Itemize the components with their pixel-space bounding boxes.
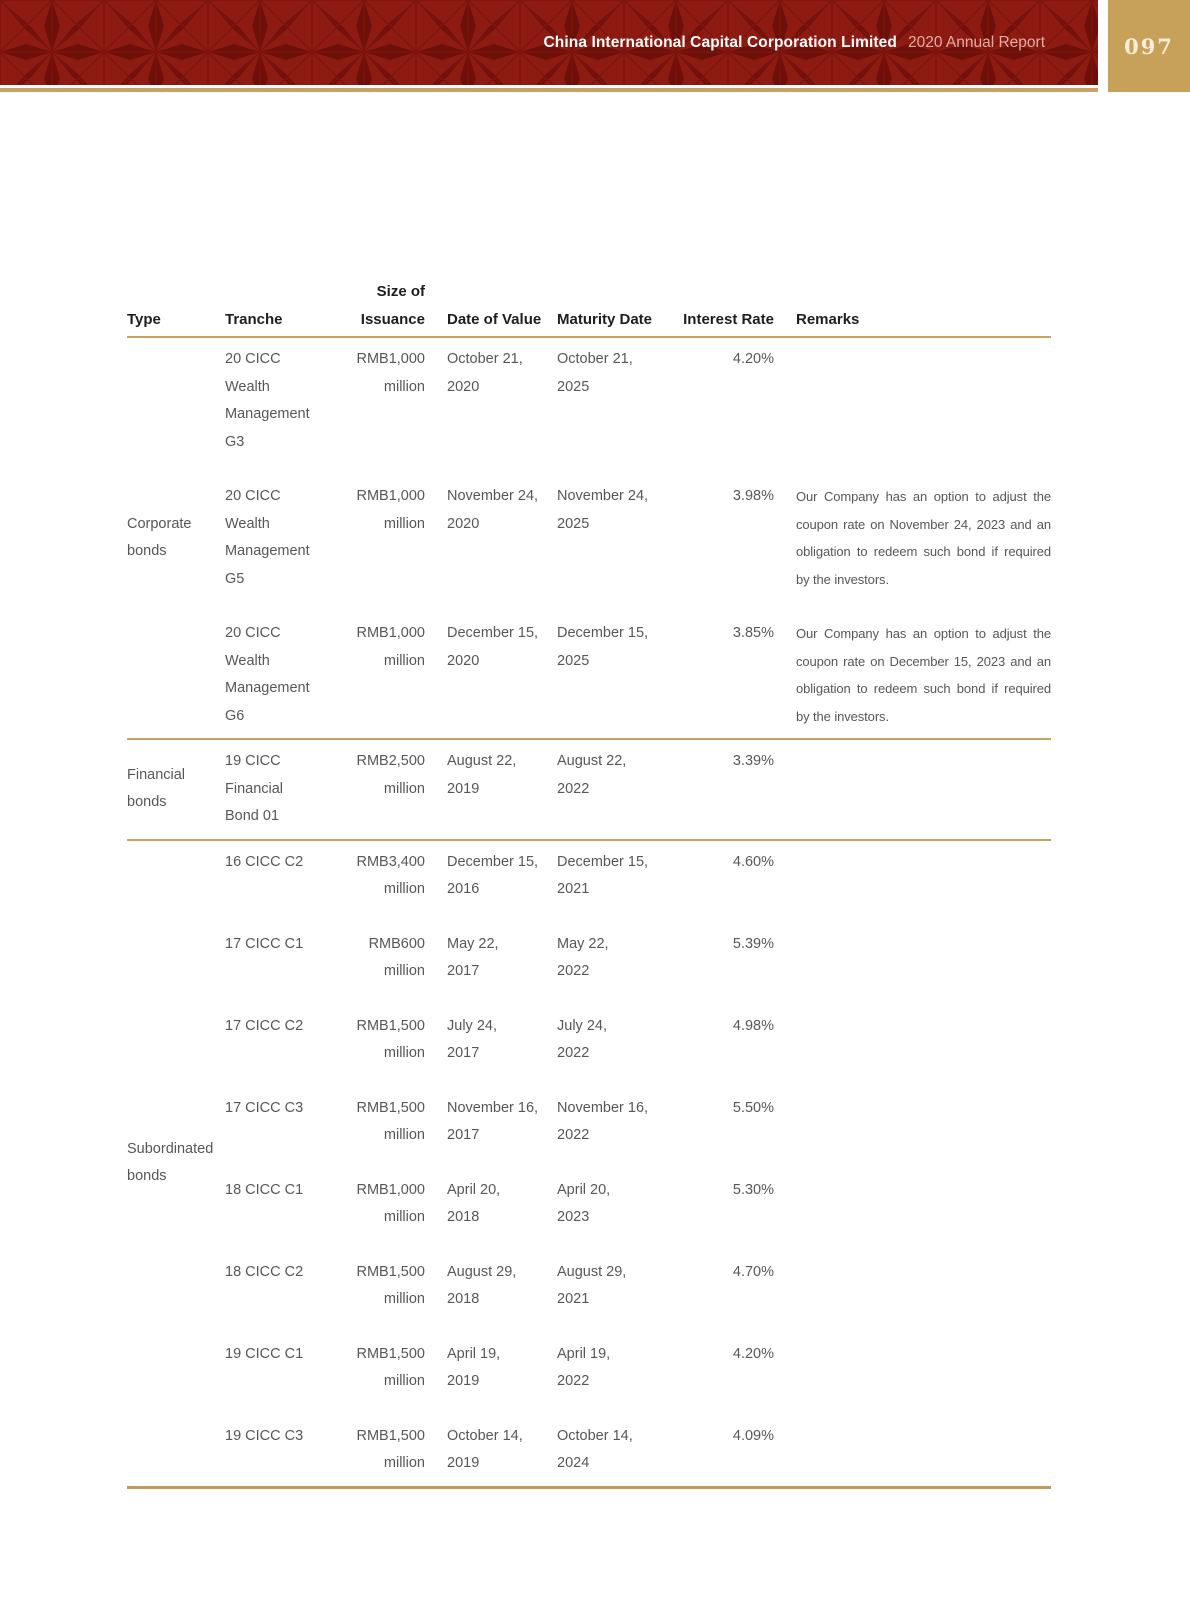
maturity-date-cell — [557, 1177, 667, 1232]
size-cell — [340, 931, 425, 986]
remarks-cell — [796, 748, 1051, 831]
size-line: RMB1,500 — [356, 1099, 425, 1116]
interest-rate: 4.98% — [732, 1017, 774, 1034]
size-line: RMB2,500 — [356, 753, 425, 769]
tranche-line: Management — [225, 680, 310, 696]
table-row — [225, 346, 1051, 456]
header-type: Type — [127, 310, 161, 328]
value-date-line: April 19, — [447, 1345, 501, 1362]
tranche-cell — [225, 1259, 340, 1314]
value-date-line: 2019 — [447, 1373, 480, 1389]
maturity-date-line: December 15, — [557, 625, 649, 641]
maturity-date-line: 2025 — [557, 515, 590, 532]
maturity-date-line: August 22, — [557, 753, 627, 769]
size-line: million — [383, 1209, 425, 1225]
size-cell — [340, 1095, 425, 1150]
maturity-date-line: 2022 — [557, 1373, 590, 1389]
value-date-cell — [447, 1095, 557, 1150]
tranche-line: 20 CICC — [225, 351, 281, 367]
size-cell — [340, 748, 425, 831]
tranche-line: 20 CICC — [225, 488, 281, 504]
maturity-date-line: October 14, — [557, 1427, 633, 1444]
type-cell — [127, 346, 225, 730]
size-cell — [340, 1423, 425, 1478]
table-row — [225, 1259, 1051, 1314]
maturity-date-line: 2021 — [557, 881, 590, 897]
tranche-line: Bond 01 — [225, 808, 280, 824]
type-label-line: Corporate — [127, 515, 192, 532]
remarks-cell — [796, 931, 1051, 986]
maturity-date-line: 2021 — [557, 1291, 590, 1307]
table-row — [225, 1423, 1051, 1478]
interest-rate: 5.50% — [732, 1099, 774, 1116]
remarks-cell — [796, 1095, 1051, 1150]
maturity-date-line: 2022 — [557, 1045, 590, 1061]
tranche-cell — [225, 620, 340, 730]
size-cell — [340, 1259, 425, 1314]
size-line: million — [383, 963, 425, 979]
size-line: RMB1,000 — [356, 625, 425, 641]
table-row — [225, 483, 1051, 593]
header-tranche: Tranche — [225, 310, 283, 328]
tranche-line: 17 CICC C3 — [225, 1099, 304, 1116]
size-line: million — [383, 515, 425, 532]
tranche-line: Management — [225, 543, 310, 559]
value-date-line: 2016 — [447, 881, 480, 897]
value-date-line: October 14, — [447, 1427, 523, 1444]
header-remarks: Remarks — [796, 310, 860, 328]
tranche-cell — [225, 1177, 340, 1232]
maturity-date-line: 2022 — [557, 963, 590, 979]
size-cell — [340, 1341, 425, 1396]
header-size-of-issuance: Size of Issuance — [360, 283, 425, 328]
value-date-cell — [447, 346, 557, 456]
tranche-cell — [225, 1095, 340, 1150]
size-line: RMB600 — [368, 935, 425, 952]
table-row — [225, 1177, 1051, 1232]
rate-cell — [667, 1095, 774, 1150]
size-line: RMB1,500 — [356, 1263, 425, 1280]
size-line: RMB1,000 — [356, 1181, 425, 1198]
section-rows — [225, 849, 1051, 1478]
value-date-line: 2019 — [447, 1455, 480, 1471]
size-line: RMB3,400 — [356, 853, 425, 870]
interest-rate: 5.30% — [732, 1181, 774, 1198]
table-body — [127, 338, 1051, 1489]
remarks-cell — [796, 1013, 1051, 1068]
header-maturity-date: Maturity Date — [557, 310, 653, 328]
page-header-band — [0, 0, 1190, 92]
value-date-line: 2020 — [447, 378, 480, 395]
value-date-line: December 15, — [447, 625, 539, 641]
size-line: RMB1,500 — [356, 1427, 425, 1444]
size-line: million — [383, 1455, 425, 1471]
type-label-line: Financial — [127, 766, 186, 783]
maturity-date-line: 2022 — [557, 780, 590, 797]
size-cell — [340, 849, 425, 904]
maturity-date-line: May 22, — [557, 935, 609, 952]
tranche-line: 19 CICC C1 — [225, 1345, 304, 1362]
section-rows — [225, 748, 1051, 831]
type-label-line: bonds — [127, 1168, 167, 1184]
value-date-line: December 15, — [447, 853, 539, 870]
size-line: RMB1,500 — [356, 1345, 425, 1362]
bond-section — [127, 338, 1051, 740]
table-row — [225, 748, 1051, 831]
tranche-cell — [225, 346, 340, 456]
size-line: RMB1,000 — [356, 488, 425, 504]
tranche-line: Wealth — [225, 378, 270, 395]
value-date-line: 2018 — [447, 1291, 480, 1307]
size-line: RMB1,000 — [356, 351, 425, 367]
maturity-date-cell — [557, 849, 667, 904]
maturity-date-cell — [557, 346, 667, 456]
maturity-date-cell — [557, 1423, 667, 1478]
size-line: million — [383, 1045, 425, 1061]
header-date-of-value: Date of Value — [447, 310, 542, 328]
interest-rate: 5.39% — [732, 935, 774, 952]
tranche-cell — [225, 1341, 340, 1396]
maturity-date-line: July 24, — [557, 1017, 607, 1034]
value-date-line: 2019 — [447, 780, 480, 797]
tranche-line: Financial — [225, 780, 284, 797]
rate-cell — [667, 849, 774, 904]
rate-cell — [667, 931, 774, 986]
value-date-line: May 22, — [447, 935, 499, 952]
tranche-cell — [225, 483, 340, 593]
remarks-cell — [796, 620, 1051, 730]
value-date-line: October 21, — [447, 351, 523, 367]
bond-section — [127, 740, 1051, 841]
maturity-date-cell — [557, 1013, 667, 1068]
size-cell — [340, 1013, 425, 1068]
remarks-cell — [796, 1259, 1051, 1314]
banner-title — [0, 0, 1098, 85]
remarks-text: Our Company has an option to adjust the coupon rate on November 24, 2023 and an obligation to redeem such bond if required by the investors. — [796, 489, 1051, 587]
table-row — [225, 849, 1051, 904]
size-line: million — [383, 881, 425, 897]
type-label-line: Subordinated — [127, 1140, 214, 1157]
interest-rate: 3.39% — [732, 753, 774, 769]
maturity-date-cell — [557, 1341, 667, 1396]
tranche-line: 18 CICC C2 — [225, 1263, 304, 1280]
rate-cell — [667, 748, 774, 831]
maturity-date-line: April 20, — [557, 1181, 611, 1198]
interest-rate: 4.20% — [732, 1345, 774, 1362]
maturity-date-line: 2022 — [557, 1127, 590, 1143]
rate-cell — [667, 346, 774, 456]
page-number-box — [1108, 0, 1190, 92]
table-row — [225, 1341, 1051, 1396]
table-row — [225, 931, 1051, 986]
size-cell — [340, 346, 425, 456]
rate-cell — [667, 1341, 774, 1396]
interest-rate: 4.70% — [732, 1263, 774, 1280]
remarks-cell — [796, 849, 1051, 904]
size-line: million — [383, 652, 425, 669]
maturity-date-line: October 21, — [557, 351, 633, 367]
tranche-line: 16 CICC C2 — [225, 853, 304, 870]
tranche-line: G3 — [225, 433, 245, 450]
maturity-date-cell — [557, 1259, 667, 1314]
rate-cell — [667, 1259, 774, 1314]
maturity-date-cell — [557, 483, 667, 593]
type-label-line: bonds — [127, 543, 167, 559]
maturity-date-line: 2025 — [557, 378, 590, 395]
tranche-cell — [225, 748, 340, 831]
rate-cell — [667, 1013, 774, 1068]
tranche-cell — [225, 1423, 340, 1478]
tranche-line: 17 CICC C2 — [225, 1017, 304, 1034]
maturity-date-line: 2024 — [557, 1455, 590, 1471]
value-date-line: November 24, — [447, 488, 539, 504]
interest-rate: 4.20% — [732, 351, 774, 367]
maturity-date-cell — [557, 1095, 667, 1150]
table-row — [225, 620, 1051, 730]
value-date-line: 2017 — [447, 1127, 480, 1143]
remarks-cell — [796, 346, 1051, 456]
value-date-line: 2018 — [447, 1209, 480, 1225]
banner-pattern — [0, 0, 1098, 85]
size-line: million — [383, 1291, 425, 1307]
section-rows — [225, 346, 1051, 730]
maturity-date-line: August 29, — [557, 1263, 627, 1280]
value-date-line: July 24, — [447, 1017, 497, 1034]
type-cell — [127, 748, 225, 831]
size-cell — [340, 620, 425, 730]
size-line: million — [383, 780, 425, 797]
maturity-date-cell — [557, 931, 667, 986]
value-date-line: 2017 — [447, 963, 480, 979]
value-date-cell — [447, 620, 557, 730]
value-date-line: August 22, — [447, 753, 517, 769]
type-label-line: bonds — [127, 794, 167, 811]
value-date-line: 2020 — [447, 652, 480, 669]
page-number: 097 — [1124, 33, 1174, 59]
value-date-cell — [447, 483, 557, 593]
tranche-line: 19 CICC C3 — [225, 1427, 304, 1444]
size-line: RMB1,500 — [356, 1017, 425, 1034]
table-header-row — [127, 278, 1051, 338]
rate-cell — [667, 483, 774, 593]
bonds-table — [127, 278, 1051, 1489]
remarks-cell — [796, 1177, 1051, 1232]
interest-rate: 4.09% — [732, 1427, 774, 1444]
gold-rule — [0, 88, 1098, 92]
maturity-date-line: December 15, — [557, 853, 649, 870]
value-date-line: 2020 — [447, 515, 480, 532]
value-date-line: November 16, — [447, 1099, 539, 1116]
report-title: 2020 Annual Report — [907, 33, 1045, 51]
size-cell — [340, 483, 425, 593]
tranche-cell — [225, 849, 340, 904]
remarks-cell — [796, 483, 1051, 593]
header-interest-rate: Interest Rate — [683, 310, 774, 328]
bond-section — [127, 841, 1051, 1489]
value-date-cell — [447, 931, 557, 986]
value-date-cell — [447, 849, 557, 904]
rate-cell — [667, 1177, 774, 1232]
interest-rate: 4.60% — [732, 853, 774, 870]
company-name: China International Capital Corporation Limited — [543, 33, 897, 51]
table-row — [225, 1095, 1051, 1150]
value-date-cell — [447, 1423, 557, 1478]
table-row — [225, 1013, 1051, 1068]
size-line: million — [383, 1373, 425, 1389]
tranche-cell — [225, 1013, 340, 1068]
maturity-date-line: April 19, — [557, 1345, 611, 1362]
tranche-line: 17 CICC C1 — [225, 935, 304, 952]
value-date-cell — [447, 1013, 557, 1068]
rate-cell — [667, 1423, 774, 1478]
maturity-date-line: November 24, — [557, 488, 649, 504]
maturity-date-line: November 16, — [557, 1099, 649, 1116]
tranche-line: Wealth — [225, 515, 270, 532]
value-date-line: August 29, — [447, 1263, 517, 1280]
value-date-line: 2017 — [447, 1045, 480, 1061]
size-line: million — [383, 1127, 425, 1143]
tranche-cell — [225, 931, 340, 986]
tranche-line: Wealth — [225, 652, 270, 669]
maturity-date-line: 2025 — [557, 652, 590, 669]
tranche-line: G6 — [225, 707, 245, 724]
interest-rate: 3.98% — [732, 488, 774, 504]
remarks-cell — [796, 1423, 1051, 1478]
tranche-line: 18 CICC C1 — [225, 1181, 304, 1198]
value-date-cell — [447, 1177, 557, 1232]
value-date-line: April 20, — [447, 1181, 501, 1198]
tranche-line: 20 CICC — [225, 625, 281, 641]
remarks-text: Our Company has an option to adjust the coupon rate on December 15, 2023 and an obligation to redeem such bond if required by the investors. — [796, 626, 1051, 724]
value-date-cell — [447, 1341, 557, 1396]
maturity-date-line: 2023 — [557, 1209, 590, 1225]
maturity-date-cell — [557, 748, 667, 831]
value-date-cell — [447, 1259, 557, 1314]
type-cell — [127, 849, 225, 1478]
value-date-cell — [447, 748, 557, 831]
size-cell — [340, 1177, 425, 1232]
maturity-date-cell — [557, 620, 667, 730]
remarks-cell — [796, 1341, 1051, 1396]
tranche-line: Management — [225, 406, 310, 422]
rate-cell — [667, 620, 774, 730]
tranche-line: 19 CICC — [225, 753, 281, 769]
size-line: million — [383, 378, 425, 395]
tranche-line: G5 — [225, 570, 245, 587]
interest-rate: 3.85% — [732, 625, 774, 641]
